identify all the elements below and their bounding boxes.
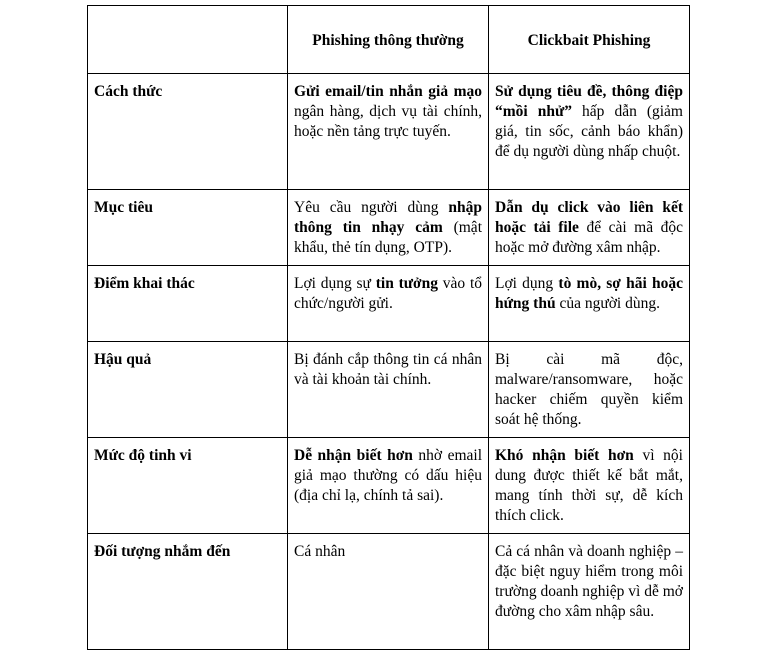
cell-text: vào tổ chức/người gửi. [294,275,482,312]
cell-bold-text: nhập thông tin nhạy cảm [294,199,482,236]
cell-phishing-normal [288,438,489,534]
cell-clickbait-phishing [489,190,690,266]
header-phishing-normal: Phishing thông thường [288,6,489,74]
cell-text: Lợi dụng [495,275,559,292]
cell-text: của người dùng. [555,295,660,312]
table-row-method [88,74,690,190]
row-label: Đối tượng nhắm đến [88,534,288,650]
cell-text: Bị cài mã độc, malware/ransomware, hoặc hacker chiếm quyền kiểm soát hệ thống. [495,351,683,428]
comparison-table [87,5,690,650]
cell-text: để cài mã độc hoặc mở đường xâm nhập. [495,219,684,256]
cell-phishing-normal [288,190,489,266]
cell-text: Cá nhân [294,543,346,560]
cell-clickbait-phishing [489,266,690,342]
table-header-row [88,6,690,74]
table-row-exploit [88,266,690,342]
cell-bold-text: Sử dụng tiêu đề, thông điệp “mồi nhử” [495,83,683,120]
header-clickbait-phishing: Clickbait Phishing [489,6,690,74]
cell-text: (mật khẩu, thẻ tín dụng, OTP). [294,219,482,256]
cell-text: ngân hàng, dịch vụ tài chính, hoặc nền tảng trực tuyến. [294,103,482,140]
row-label: Điểm khai thác [88,266,288,342]
cell-text: vì nội dung được thiết kế bắt mắt, mang tính thời sự, dễ kích thích click. [495,447,683,524]
table-row-goal [88,190,690,266]
cell-phishing-normal [288,74,489,190]
cell-phishing-normal [288,266,489,342]
cell-bold-text: tin tưởng [375,275,439,292]
cell-clickbait-phishing [489,342,690,438]
table-row-target [88,534,690,650]
cell-bold-text: Khó nhận biết hơn [495,447,634,464]
header-corner-cell [88,6,288,74]
cell-bold-text: Dẫn dụ click vào liên kết hoặc tải file [495,199,683,236]
cell-bold-text: tò mò, sợ hãi hoặc hứng thú [495,275,683,312]
cell-text: Bị đánh cắp thông tin cá nhân và tài khoản tài chính. [294,351,482,388]
cell-clickbait-phishing [489,74,690,190]
cell-text: Yêu cầu người dùng [294,199,449,216]
cell-phishing-normal [288,342,489,438]
table-row-consequence [88,342,690,438]
cell-text: Cả cá nhân và doanh nghiệp – đặc biệt nguy hiểm trong môi trường doanh nghiệp vì dễ mở đường cho xâm nhập sâu. [495,543,683,620]
table-row-sophistication [88,438,690,534]
cell-text: hấp dẫn (giảm giá, tin sốc, cảnh báo khẩn) để dụ người dùng nhấp chuột. [495,103,683,160]
cell-clickbait-phishing [489,534,690,650]
row-label: Mục tiêu [88,190,288,266]
row-label: Mức độ tinh vi [88,438,288,534]
cell-phishing-normal [288,534,489,650]
row-label: Hậu quả [88,342,288,438]
cell-clickbait-phishing [489,438,690,534]
cell-bold-text: Dễ nhận biết hơn [294,447,413,464]
row-label: Cách thức [88,74,288,190]
cell-bold-text: Gửi email/tin nhắn giả mạo [294,83,482,100]
cell-text: nhờ email giả mạo thường có dấu hiệu (địa chỉ lạ, chính tả sai). [294,447,483,504]
cell-text: Lợi dụng sự [294,275,376,292]
